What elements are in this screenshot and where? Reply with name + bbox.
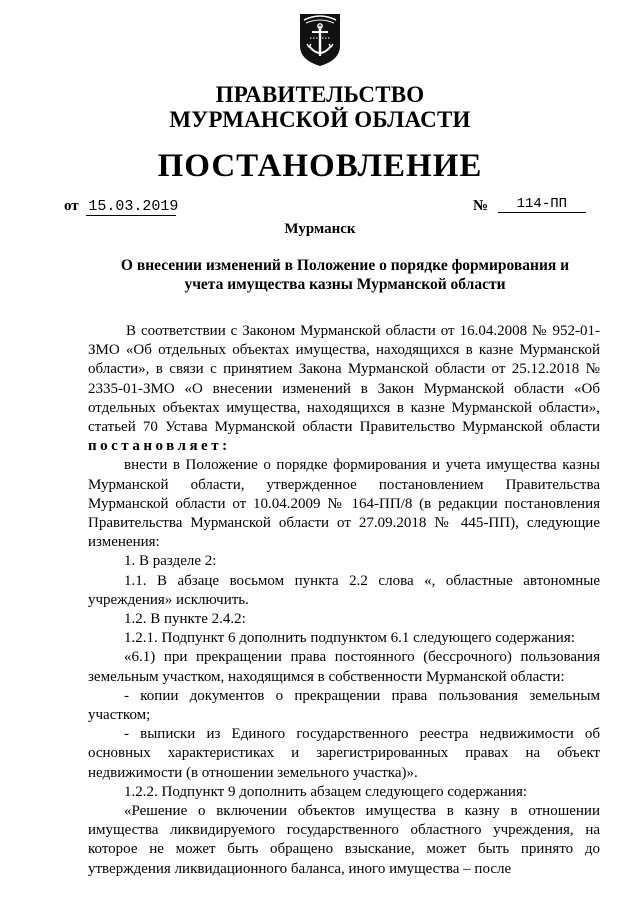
preamble [88,322,600,456]
doc-type-title: ПОСТАНОВЛЕНИЕ [157,148,483,184]
preamble-text: В соответствии с Законом Мурманской области от 16.04.2008 № 952-01-ЗМО «Об отдельных объектах имущества, находящихся в казне Мурманской области», в связи с принятием Закона Мурманской области от 25.12.2018 № 2335-01-ЗМО «О внесении изменений в Закон Мурманской области «Об отдельных объектах имущества, находящихся в казне Мурманской области», статьей 70 Устава Мурманской области Правительство Мурманской области [88,323,600,436]
paragraph: 1.1. В абзаце восьмом пункта 2.2 слова «, областные автономные учреждения» исключить. [88,572,600,608]
decree-number: 114-ПП [498,196,586,213]
paragraph: - выписки из Единого государственного реестра недвижимости об основных характеристиках и зарегистрированных правах на объект недвижимости (в отношении земельного участка)». [88,726,600,781]
paragraph: 1.2.2. Подпункт 9 дополнить абзацем следующего содержания: [124,783,528,800]
date-line [64,198,179,216]
org-name-line1: ПРАВИТЕЛЬСТВО [215,82,425,107]
decree-body [88,322,600,879]
paragraph: 1.2. В пункте 2.4.2: [124,611,246,628]
paragraph: 1. В разделе 2: [124,553,217,570]
date-prefix: от [64,198,79,214]
number-line [473,198,586,216]
number-prefix: № [473,198,489,214]
org-name-line2: МУРМАНСКОЙ ОБЛАСТИ [169,107,471,132]
paragraph: внести в Положение о порядке формирования и учета имущества казны Мурманской области, утвержденное постановлением Правительства Мурманской области от 10.04.2009 № 164-ПП/8 (в редакции постановления Правительства Мурманской области от 27.09.2018 № 445-ПП), следующие изменения: [88,457,600,551]
paragraph: - копии документов о прекращении права пользования земельным участком; [88,687,600,724]
resolves-word: постановляет: [88,438,231,455]
city: Мурманск [284,221,356,237]
decree-subject: О внесении изменений в Положение о порядке формирования и учета имущества казны Мурманской области [120,257,570,293]
murmansk-coat-of-arms-icon [298,10,342,68]
paragraph: «Решение о включении объектов имущества в казну в отношении имущества ликвидируемого государственного областного учреждения, на которое не может быть обращено взыскание, может быть принято до утверждения ликвидационного баланса, иного имущества – после [88,803,600,877]
paragraph: «6.1) при прекращении права постоянного (бессрочного) пользования земельным участком, находящимся в собственности Мурманской области: [88,649,600,685]
decree-date: 15.03.2019 [88,198,179,215]
paragraph: 1.2.1. Подпункт 6 дополнить подпунктом 6.1 следующего содержания: [124,630,575,647]
